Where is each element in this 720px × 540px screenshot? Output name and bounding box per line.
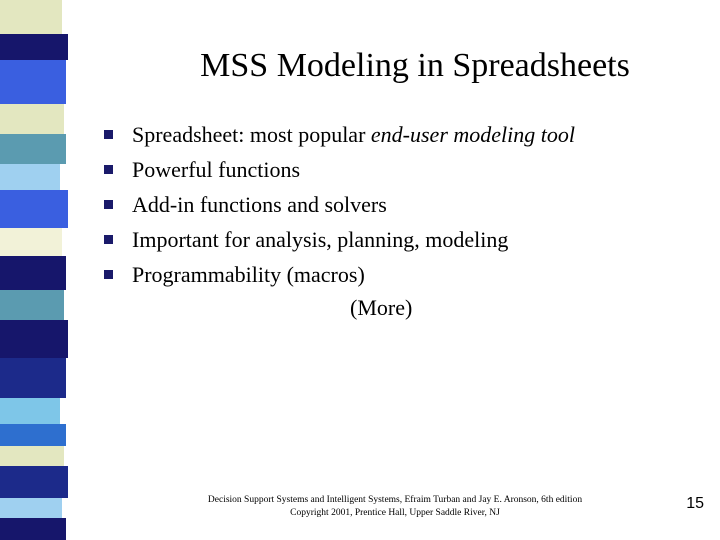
stripe-segment bbox=[0, 446, 64, 466]
stripe-segment bbox=[0, 466, 68, 498]
stripe-segment bbox=[0, 358, 66, 398]
stripe-segment bbox=[0, 424, 66, 446]
footer-line: Copyright 2001, Prentice Hall, Upper Saddle River, NJ bbox=[290, 508, 500, 518]
more-label: (More) bbox=[350, 295, 413, 320]
bullet-item bbox=[104, 187, 704, 222]
stripe-segment bbox=[0, 190, 68, 228]
bullet-text: Powerful functions bbox=[132, 157, 301, 182]
square-bullet-icon bbox=[104, 270, 113, 279]
square-bullet-icon bbox=[104, 235, 113, 244]
footer-line: Decision Support Systems and Intelligent Systems, Efraim Turban and Jay E. Aronson, 6th edition bbox=[207, 495, 583, 505]
bullet-item bbox=[104, 152, 704, 187]
bullet-text: Programmability (macros) bbox=[132, 262, 365, 287]
bullet-emphasis: end-user modeling tool bbox=[370, 122, 575, 147]
stripe-segment bbox=[0, 134, 66, 164]
decorative-stripe bbox=[0, 0, 70, 540]
stripe-segment bbox=[0, 256, 66, 290]
bullet-text: Important for analysis, planning, modeling bbox=[132, 227, 509, 252]
bullet-text: Add-in functions and solvers bbox=[132, 192, 387, 217]
stripe-segment bbox=[0, 0, 62, 34]
square-bullet-icon bbox=[104, 165, 113, 174]
bullet-item bbox=[104, 117, 704, 152]
square-bullet-icon bbox=[104, 130, 113, 139]
stripe-segment bbox=[0, 290, 64, 320]
footer-citation bbox=[170, 494, 620, 520]
stripe-segment bbox=[0, 228, 62, 256]
bullet-item bbox=[104, 257, 704, 292]
bullet-item bbox=[104, 222, 704, 257]
stripe-segment bbox=[0, 34, 68, 60]
square-bullet-icon bbox=[104, 200, 113, 209]
stripe-segment bbox=[0, 104, 64, 134]
bullet-list bbox=[104, 117, 704, 292]
stripe-segment bbox=[0, 60, 66, 104]
bullet-text: Spreadsheet: most popular bbox=[132, 122, 371, 147]
stripe-segment bbox=[0, 518, 66, 540]
stripe-segment bbox=[0, 320, 68, 358]
slide-title: MSS Modeling in Spreadsheets bbox=[200, 47, 630, 84]
stripe-segment bbox=[0, 398, 60, 424]
page-number: 15 bbox=[686, 495, 704, 512]
stripe-segment bbox=[0, 498, 62, 518]
stripe-segment bbox=[0, 164, 60, 190]
